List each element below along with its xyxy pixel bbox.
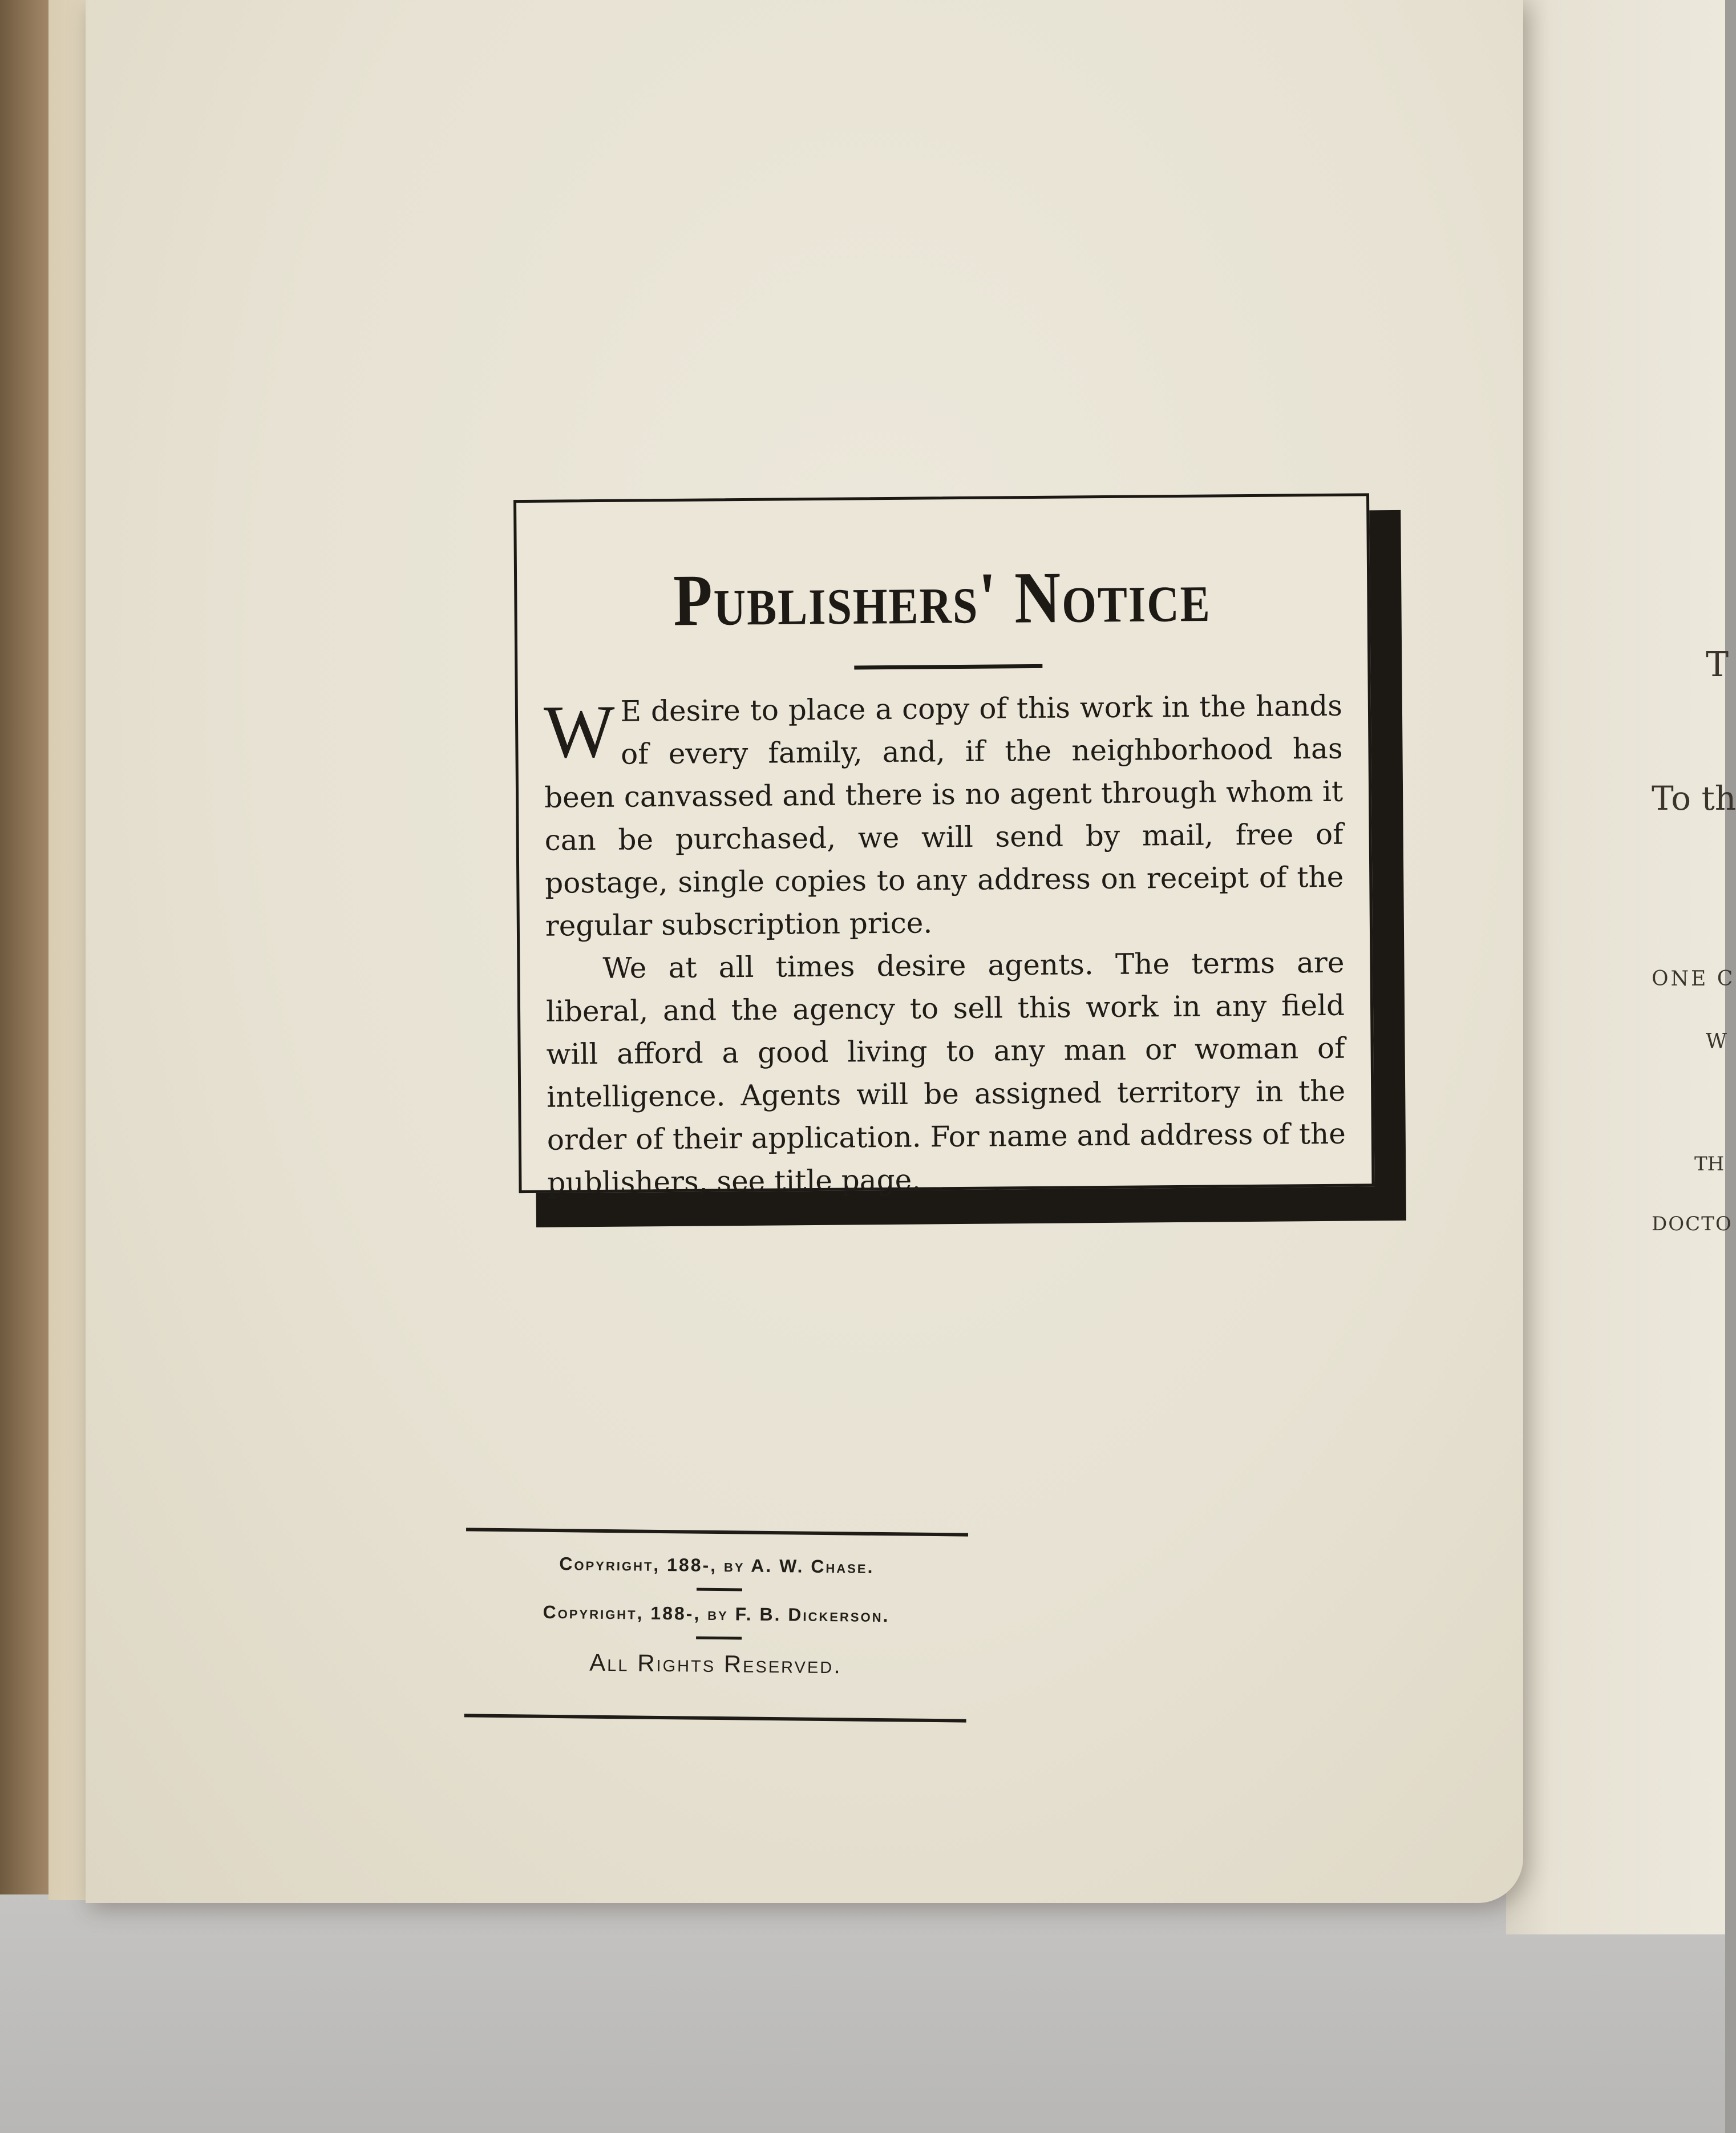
copyright-block xyxy=(464,1521,968,1766)
notice-paragraph-2: We at all times desire agents. The terms are liberal, and the agency to sell this work in any field will afford a good living to any man or woman of intelligence. Agents will be assigned territory in the order of their application. For name and address of the publishers, see title page. xyxy=(545,946,1346,1199)
facing-page-fragment: W xyxy=(1706,1030,1727,1053)
notice-paragraph-1 xyxy=(544,685,1344,948)
notice-title: Publishers' Notice xyxy=(673,556,1212,642)
publishers-notice-frame xyxy=(513,493,1406,1227)
facing-page-fragment: ONE C xyxy=(1652,967,1735,991)
copyright-line-1: Copyright, 188-, by A. W. Chase. xyxy=(559,1553,875,1577)
facing-page-fragment: T xyxy=(1706,645,1729,685)
facing-page-fragment: TH xyxy=(1694,1153,1725,1175)
facing-page-fragment: To th xyxy=(1652,779,1736,818)
notice-body xyxy=(544,685,1346,1205)
copyright-rule-top xyxy=(466,1528,968,1536)
facing-page-fragment: DOCTO xyxy=(1652,1213,1733,1235)
title-rule xyxy=(854,664,1042,670)
copyright-line-2: Copyright, 188-, by F. B. Dickerson. xyxy=(543,1601,890,1626)
notice-paragraph-1-text: E desire to place a copy of this work in the hands of every family, and, if the neighborhood has been canvassed and there is no agent through whom it can be purchased, we will send by mail, free of postage, single copies to any address on receipt of the regular subscription price. xyxy=(544,689,1344,943)
all-rights-reserved: All Rights Reserved. xyxy=(589,1649,843,1679)
copyright-rule-bottom xyxy=(464,1714,966,1722)
left-page xyxy=(86,0,1523,1903)
copyright-divider xyxy=(697,1588,742,1591)
copyright-divider xyxy=(696,1637,742,1640)
publishers-notice-box xyxy=(513,493,1374,1199)
facing-page xyxy=(1506,0,1736,1934)
drop-cap: W xyxy=(543,689,616,774)
